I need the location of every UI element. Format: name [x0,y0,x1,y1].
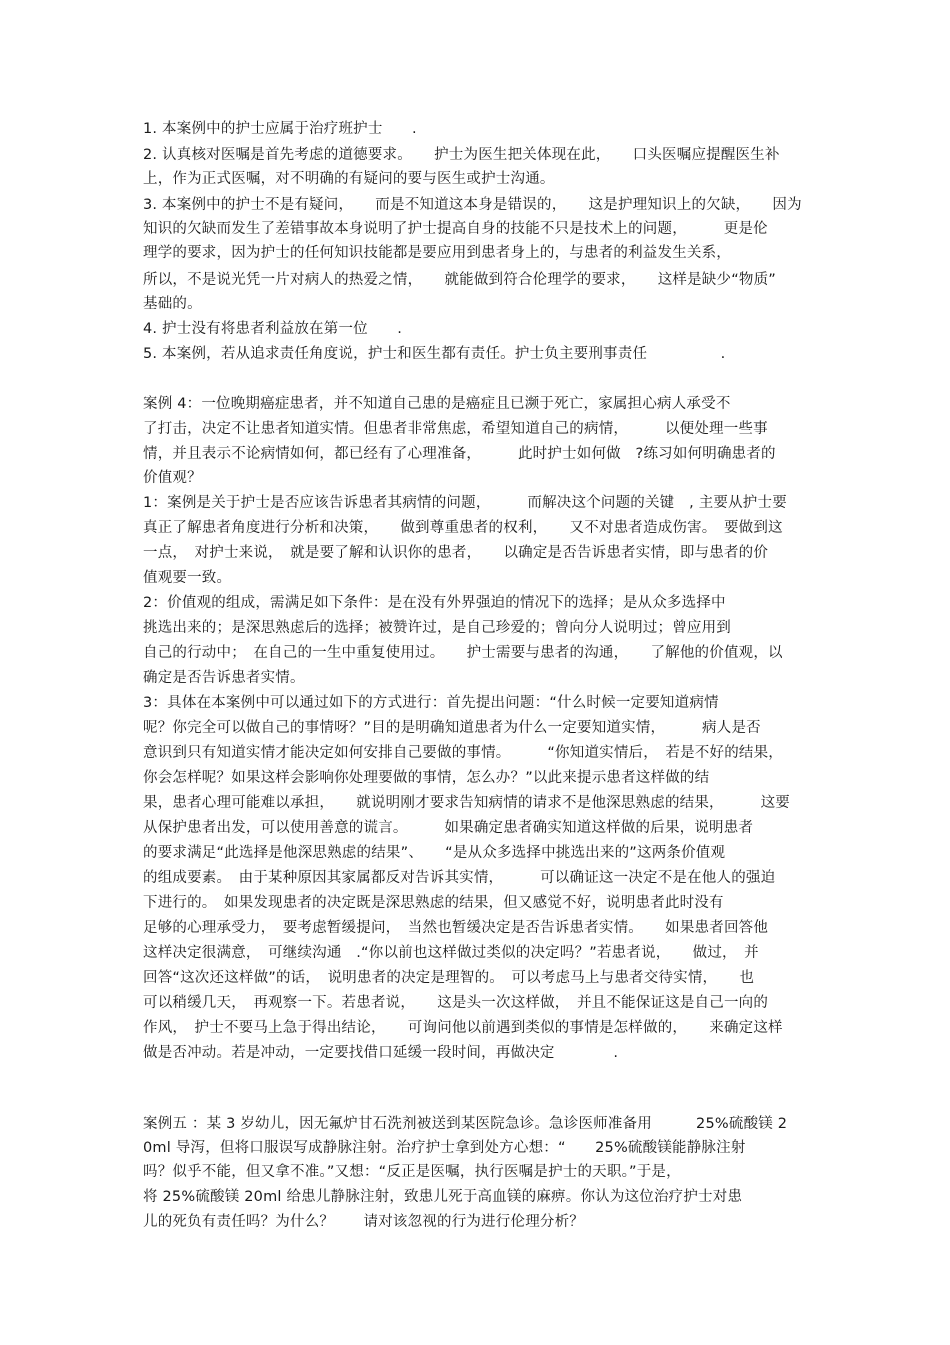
text-line: 3. 本案例中的护士不是有疑问， 而是不知道这本身是错误的， 这是护理知识上的欠缺， 因为 [143,197,802,213]
text-line: 一点， 对护士来说， 就是要了解和认识你的患者， 以确定是否告诉患者实情，即与患者的价 [143,545,769,561]
text-line: 自己的行动中； 在自己的一生中重复使用过。 护士需要与患者的沟通， 了解他的价值观，以 [143,645,783,661]
text-line: 上，作为正式医嘱，对不明确的有疑问的要与医生或护士沟通。 [143,171,555,187]
text-line: 将 25%硫酸镁 20ml 给患儿静脉注射，致患儿死于高血镁的麻痹。你认为这位治疗护士对患 [143,1189,743,1205]
text-line: 价值观？ [143,470,202,486]
text-line: 呢？你完全可以做自己的事情呀？”目的是明确知道患者为什么一定要知道实情， 病人是否 [143,720,761,736]
text-line: 了打击，决定不让患者知道实情。但患者非常焦虑，希望知道自己的病情， 以便处理一些事 [143,421,768,437]
text-line: 1：案例是关于护士是否应该告诉患者其病情的问题， 而解决这个问题的关键 , 主要从护士要 [143,495,787,511]
text-line: 值观要一致。 [143,570,232,586]
text-line: 所以，不是说光凭一片对病人的热爱之情， 就能做到符合伦理学的要求， 这样是缺少“物质” [143,272,777,288]
case-5-heading-line: 案例五 ：某 3 岁幼儿，因无氟炉甘石洗剂被送到某医院急诊。急诊医师准备用 25%硫酸镁 2 [143,1116,788,1132]
text-line: 吗？似乎不能，但又拿不准。”又想：“反正是医嘱，执行医嘱是护士的天职。”于是， [143,1164,681,1180]
text-line: 知识的欠缺而发生了差错事故本身说明了护士提高自身的技能不只是技术上的问题， 更是伦 [143,221,768,237]
case-4-heading-line: 案例 4：一位晚期癌症患者，并不知道自己患的是癌症且已濒于死亡，家属担心病人承受不 [143,396,731,412]
text-line: 0ml 导泻，但将口服误写成静脉注射。治疗护士拿到处方心想：“ 25%硫酸镁能静脉注射 [143,1140,746,1156]
text-line: 2：价值观的组成，需满足如下条件：是在没有外界强迫的情况下的选择；是从众多选择中 [143,595,726,611]
text-line: 2. 认真核对医嘱是首先考虑的道德要求。 护士为医生把关体现在此， 口头医嘱应提醒医生补 [143,147,780,163]
text-line: 果，患者心理可能难以承担， 就说明刚才要求告知病情的请求不是他深思熟虑的结果， 这要 [143,795,790,811]
text-line: 作风， 护士不要马上急于得出结论， 可询问他以前遇到类似的事情是怎样做的， 来确定这样 [143,1020,783,1036]
text-line: 基础的。 [143,296,202,312]
text-line: 回答“这次还这样做”的话， 说明患者的决定是理智的。 可以考虑马上与患者交待实情， 也 [143,970,755,986]
text-line: 下进行的。 如果发现患者的决定既是深思熟虑的结果，但又感觉不好，说明患者此时没有 [143,895,724,911]
text-line: 1. 本案例中的护士应属于治疗班护士 . [143,121,417,137]
text-line: 做是否冲动。若是冲动，一定要找借口延缓一段时间，再做决定 . [143,1045,619,1061]
text-line: 儿的死负有责任吗？为什么？ 请对该忽视的行为进行伦理分析？ [143,1214,584,1230]
text-line: 足够的心理承受力， 要考虑暂缓提问， 当然也暂缓决定是否告诉患者实情。 如果患者回答他 [143,920,769,936]
text-line: 理学的要求，因为护士的任何知识技能都是要应用到患者身上的，与患者的利益发生关系， [143,245,731,261]
text-line: 挑选出来的；是深思熟虑后的选择；被赞许过，是自己珍爱的；曾向分人说明过；曾应用到 [143,620,731,636]
text-line: 确定是否告诉患者实情。 [143,670,305,686]
text-line: 的组成要素。 由于某种原因其家属都反对告诉其实情， 可以确证这一决定不是在他人的强迫 [143,870,776,886]
text-line: 从保护患者出发，可以使用善意的谎言。 如果确定患者确实知道这样做的后果，说明患者 [143,820,754,836]
text-line: 真正了解患者角度进行分析和决策， 做到尊重患者的权利， 又不对患者造成伤害。 要做到这 [143,520,783,536]
text-line: 可以稍缓几天， 再观察一下。若患者说， 这是头一次这样做， 并且不能保证这是自己一向的 [143,995,769,1011]
text-line: 这样决定很满意， 可继续沟通 .“你以前也这样做过类似的决定吗？”若患者说， 做过， 并 [143,945,759,961]
text-line: 5. 本案例，若从追求责任角度说，护士和医生都有责任。护士负主要刑事责任 . [143,346,726,362]
text-line: 意识到只有知道实情才能决定如何安排自己要做的事情。 “你知道实情后， 若是不好的结果， [143,745,784,761]
text-line: 你会怎样呢？如果这样会影响你处理要做的事情，怎么办？”以此来提示患者这样做的结 [143,770,710,786]
text-line: 3：具体在本案例中可以通过如下的方式进行：首先提出问题：“什么时候一定要知道病情 [143,695,719,711]
text-line: 情，并且表示不论病情如何，都已经有了心理准备， 此时护士如何做 ?练习如何明确患者的 [143,446,776,462]
text-line: 的要求满足“此选择是他深思熟虑的结果”、 “是从众多选择中挑选出来的”这两条价值观 [143,845,726,861]
text-line: 4. 护士没有将患者利益放在第一位 . [143,321,403,337]
